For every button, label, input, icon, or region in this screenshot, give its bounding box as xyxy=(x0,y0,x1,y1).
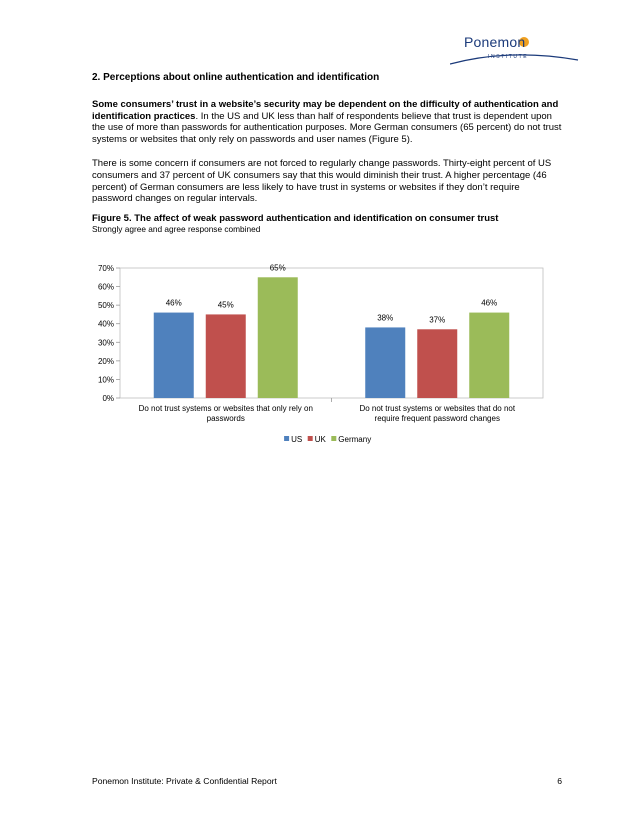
ponemon-logo xyxy=(450,30,580,70)
legend-swatch-germany xyxy=(331,436,336,441)
paragraph-1 xyxy=(92,99,562,145)
data-label: 65% xyxy=(269,263,286,273)
logo-name: Ponemon xyxy=(464,34,526,50)
data-label: 46% xyxy=(165,298,182,308)
legend-label-us: US xyxy=(291,435,303,444)
legend-label-uk: UK xyxy=(314,435,326,444)
x-category-label: Do not trust systems or websites that only rely on xyxy=(138,404,313,413)
figure-title: Figure 5. The affect of weak password authentication and identification on consumer trust xyxy=(92,212,499,224)
y-tick-label: 70% xyxy=(97,264,114,273)
data-label: 45% xyxy=(217,300,234,310)
bar-us xyxy=(365,327,405,398)
paragraph-2: There is some concern if consumers are not forced to regularly change passwords. Thirty-eight percent of US consumers and 37 percent of UK consumers say that this would diminish their trust. A higher percentage (46 percent) of German consumers are less likely to have trust in systems or websites if they don’t require password changes on regular intervals. xyxy=(92,158,552,205)
data-label: 38% xyxy=(377,313,394,323)
bar-germany xyxy=(469,313,509,398)
data-label: 37% xyxy=(429,315,446,325)
y-tick-label: 20% xyxy=(97,356,114,366)
paragraph-1-lead: Some consumers’ trust in a website’s security may be dependent on the difficulty of authentication and identification practices xyxy=(92,99,559,122)
page-footer xyxy=(92,776,562,786)
y-tick-label: 30% xyxy=(97,338,114,348)
y-tick-label: 60% xyxy=(97,282,114,292)
bar-chart xyxy=(80,260,560,455)
bar-us xyxy=(154,313,194,398)
page-number: 6 xyxy=(557,776,562,786)
legend-swatch-uk xyxy=(308,436,313,441)
y-tick-label: 10% xyxy=(97,375,114,385)
figure-5-chart xyxy=(80,260,560,455)
legend-label-germany: Germany xyxy=(338,435,372,444)
bar-uk xyxy=(417,329,457,398)
y-tick-label: 40% xyxy=(97,319,114,329)
legend-swatch-us xyxy=(284,436,289,441)
logo-subtitle: INSTITUTE xyxy=(488,54,529,60)
footer-text: Ponemon Institute: Private & Confidential Report xyxy=(92,776,277,786)
section-heading: 2. Perceptions about online authentication and identification xyxy=(92,72,380,83)
x-category-label: require frequent password changes xyxy=(374,414,500,423)
paragraph-1-body: . In the US and UK less than half of respondents believe that trust is dependent upon the use of more than passwords for authentication purposes. More German consumers (65 percent) do not trust systems or websites that only rely on passwords and user names (Figure 5). xyxy=(92,110,562,145)
bar-germany xyxy=(258,277,298,398)
data-label: 46% xyxy=(481,298,498,308)
document-body xyxy=(92,72,562,234)
bar-uk xyxy=(206,314,246,398)
y-tick-label: 0% xyxy=(102,394,114,403)
x-category-label: passwords xyxy=(206,414,245,423)
x-category-label: Do not trust systems or websites that do not xyxy=(359,404,516,413)
y-tick-label: 50% xyxy=(97,301,114,311)
figure-subtitle: Strongly agree and agree response combined xyxy=(92,223,261,234)
